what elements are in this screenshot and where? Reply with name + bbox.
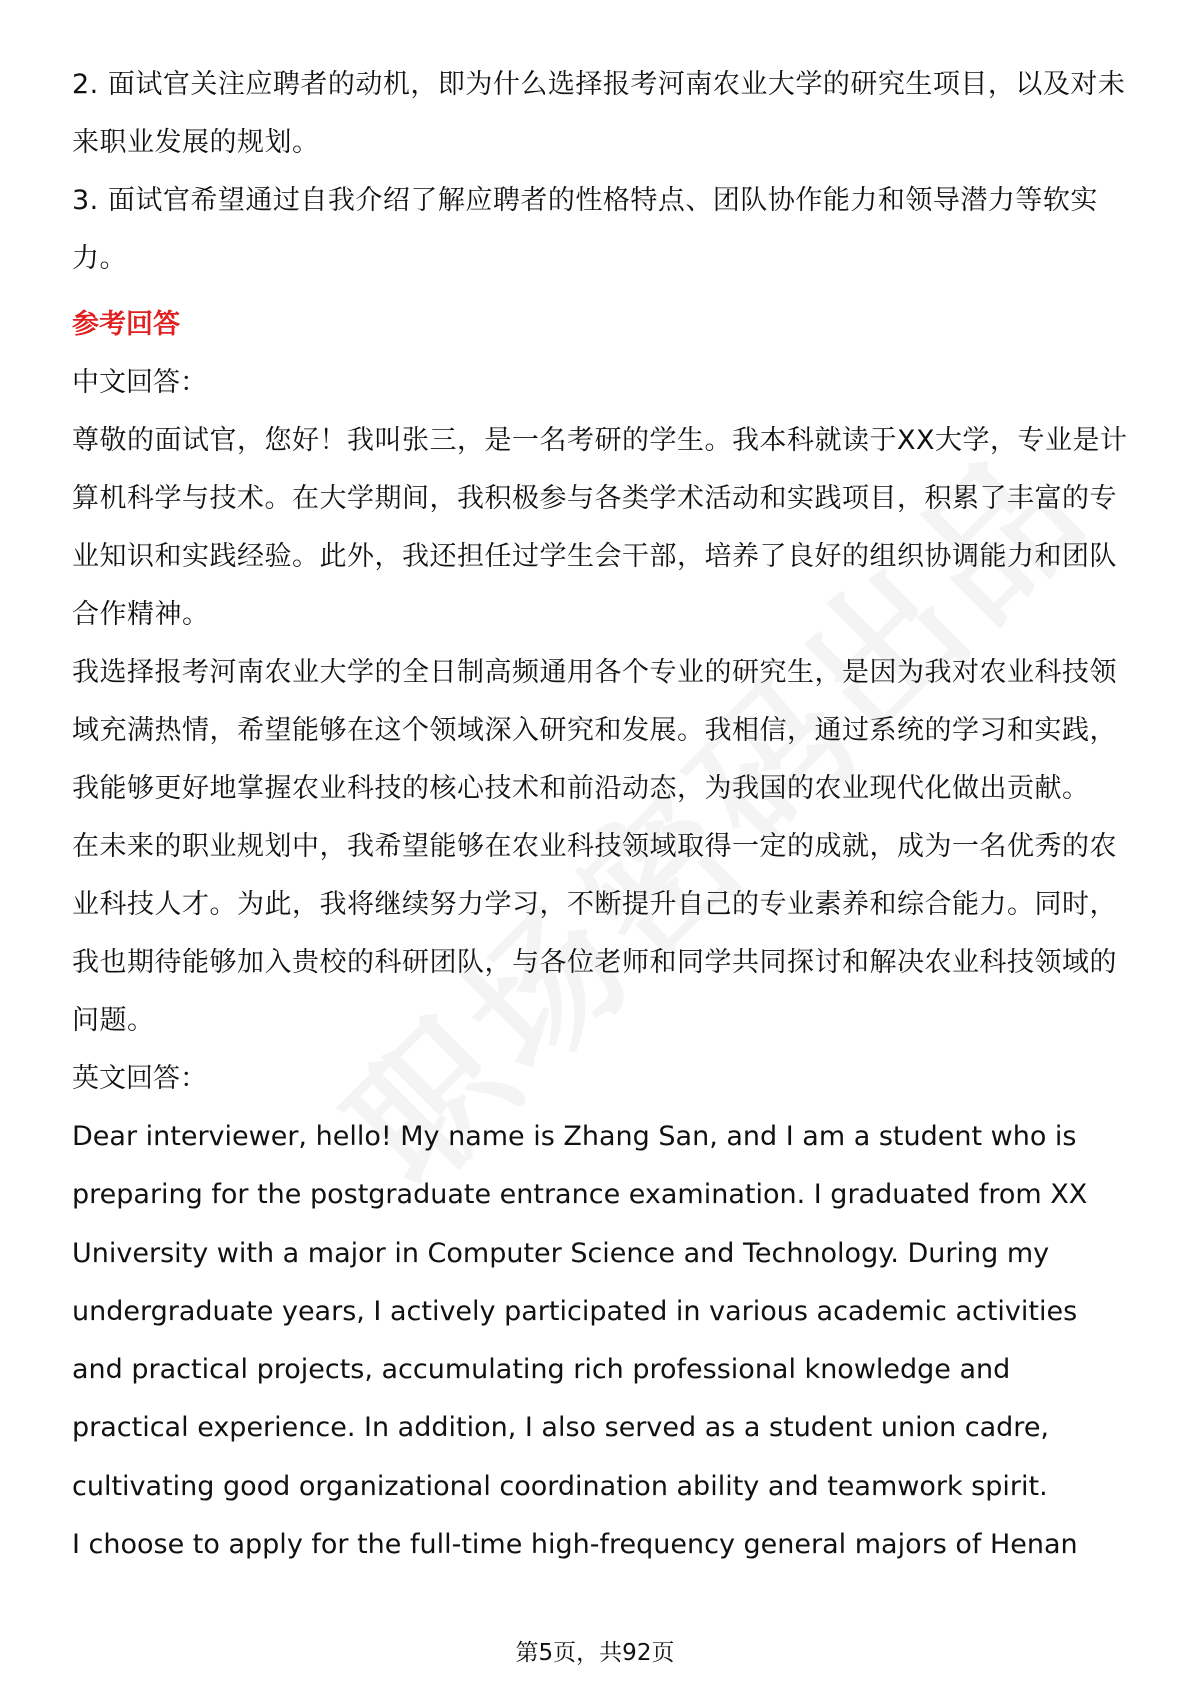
reference-answer-heading: 参考回答 [72, 309, 180, 340]
chinese-paragraph-2: 我选择报考河南农业大学的全日制高频通用各个专业的研究生，是因为我对农业科技领域充满热情，希望能够在这个领域深入研究和发展。我相信，通过系统的学习和实践，我能够更好地掌握农业科技的核心技术和前沿动态，为我国的农业现代化做出贡献。 [72, 657, 1117, 804]
english-paragraph-2: I choose to apply for the full-time high-frequency general majors of Henan [72, 1529, 1078, 1561]
chinese-paragraph-1: 尊敬的面试官，您好！我叫张三，是一名考研的学生。我本科就读于XX大学，专业是计算机科学与技术。在大学期间，我积极参与各类学术活动和实践项目，积累了丰富的专业知识和实践经验。此外，我还担任过学生会干部，培养了良好的组织协调能力和团队合作精神。 [72, 425, 1128, 630]
page-content [72, 56, 1132, 1574]
chinese-paragraph-3: 在未来的职业规划中，我希望能够在农业科技领域取得一定的成就，成为一名优秀的农业科技人才。为此，我将继续努力学习，不断提升自己的专业素养和综合能力。同时，我也期待能够加入贵校的科研团队，与各位老师和同学共同探讨和解决农业科技领域的问题。 [72, 831, 1117, 1036]
intro-point-2: 2. 面试官关注应聘者的动机，即为什么选择报考河南农业大学的研究生项目，以及对未来职业发展的规划。 [72, 69, 1126, 158]
english-answer-heading: 英文回答： [72, 1063, 207, 1094]
chinese-answer-heading: 中文回答： [72, 367, 207, 398]
page-footer: 第5页，共92页 [515, 1640, 675, 1666]
english-paragraph-1: Dear interviewer, hello! My name is Zhang San, and I am a student who is preparing for the postgraduate entrance examination. I graduated from XX University with a major in Computer Science and Technology. During my undergraduate years, I actively participated in various academic activities and practical projects, accumulating rich professional knowledge and practical experience. In addition, I also served as a student union cadre, cultivating good organizational coordination ability and teamwork spirit. [72, 1121, 1088, 1502]
intro-point-3: 3. 面试官希望通过自我介绍了解应聘者的性格特点、团队协作能力和领导潜力等软实力。 [72, 185, 1098, 274]
